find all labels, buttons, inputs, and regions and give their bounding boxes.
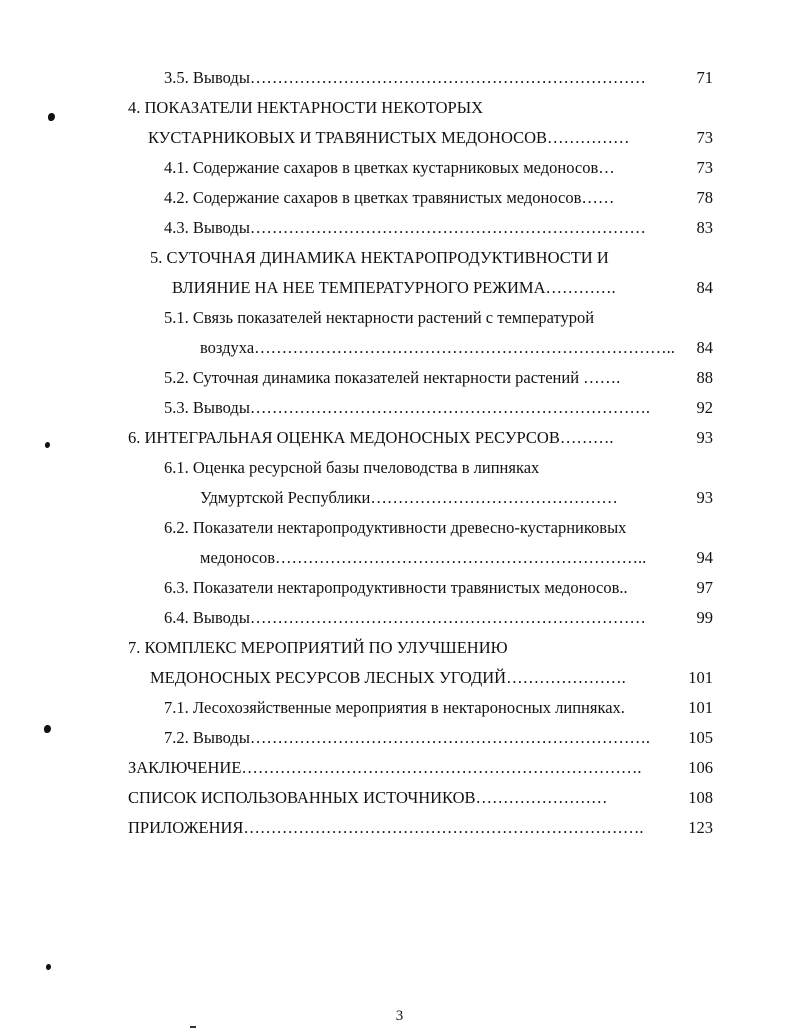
toc-entry-7-2[interactable] [164,727,650,749]
scan-speck-icon [45,442,50,448]
toc-entry-text: 5.3. Выводы………………………………………………………………. [164,398,651,417]
toc-entry-text: 7.1. Лесохозяйственные мероприятия в нектароносных липняках. [164,698,625,717]
toc-entry-5-1-cont[interactable] [200,337,675,359]
toc-entry-7[interactable] [128,637,508,659]
toc-entry-references[interactable] [128,787,608,809]
toc-page-number: 101 [688,668,713,687]
toc-entry-text: МЕДОНОСНЫХ РЕСУРСОВ ЛЕСНЫХ УГОДИЙ…………………. [150,668,626,687]
scan-speck-icon [44,725,51,733]
toc-entry-text: 7.2. Выводы………………………………………………………………. [164,728,651,747]
toc-entry-text: 6.1. Оценка ресурсной базы пчеловодства в липняках [164,458,540,477]
toc-entry-text: 5.1. Связь показателей нектарности растений с температурой [164,308,595,327]
toc-entry-4[interactable] [128,97,483,119]
toc-entry-6-1-cont[interactable] [200,487,618,509]
toc-page-number: 123 [688,818,713,837]
toc-entry-6[interactable] [128,427,613,449]
toc-page-number: 106 [688,758,713,777]
toc-entry-text: 4.1. Содержание сахаров в цветках кустарниковых медоносов… [164,158,615,177]
toc-entry-text: ВЛИЯНИЕ НА НЕЕ ТЕМПЕРАТУРНОГО РЕЖИМА…………. [172,278,616,297]
toc-entry-7-cont[interactable] [150,667,626,689]
toc-entry-5-3[interactable] [164,397,650,419]
toc-entry-text: воздуха………………………………………………………………….. [200,338,675,357]
toc-page-number: 92 [696,398,713,417]
toc-page-number: 93 [696,428,713,447]
toc-page-number: 108 [688,788,713,807]
toc-entry-text: 3.5. Выводы……………………………………………………………… [164,68,646,87]
toc-entry-4-3[interactable] [164,217,646,239]
toc-entry-text: ПРИЛОЖЕНИЯ………………………………………………………………. [128,818,644,837]
toc-entry-text: 5.2. Суточная динамика показателей нектарности растений ……. [164,368,621,387]
toc-entry-6-2[interactable] [164,517,626,539]
toc-entry-7-1[interactable] [164,697,625,719]
toc-entry-text: 6. ИНТЕГРАЛЬНАЯ ОЦЕНКА МЕДОНОСНЫХ РЕСУРСОВ………. [128,428,614,447]
toc-entry-4-cont[interactable] [148,127,630,149]
toc-entry-5-2[interactable] [164,367,620,389]
toc-entry-6-1[interactable] [164,457,539,479]
toc-entry-text: 6.3. Показатели нектаропродуктивности травянистых медоносов.. [164,578,628,597]
toc-entry-appendices[interactable] [128,817,644,839]
toc-entry-6-2-cont[interactable] [200,547,646,569]
toc-page-number: 78 [696,188,713,207]
toc-entry-text: 5. СУТОЧНАЯ ДИНАМИКА НЕКТАРОПРОДУКТИВНОСТИ И [150,248,609,267]
toc-entry-5-cont[interactable] [172,277,616,299]
toc-page-number: 99 [696,608,713,627]
toc-page-number: 73 [696,128,713,147]
toc-page-number: 71 [696,68,713,87]
toc-entry-6-3[interactable] [164,577,628,599]
scan-speck-icon [46,964,51,970]
toc-page-number: 84 [696,278,713,297]
scan-mark-icon [190,1026,196,1028]
toc-entry-text: 7. КОМПЛЕКС МЕРОПРИЯТИЙ ПО УЛУЧШЕНИЮ [128,638,508,657]
toc-entry-5[interactable] [150,247,609,269]
toc-page-number: 73 [696,158,713,177]
toc-entry-text: ЗАКЛЮЧЕНИЕ………………………………………………………………. [128,758,642,777]
toc-entry-text: Удмуртской Республики……………………………………… [200,488,618,507]
toc-entry-text: 4.2. Содержание сахаров в цветках травянистых медоносов…… [164,188,615,207]
toc-page-number: 97 [696,578,713,597]
toc-entry-5-1[interactable] [164,307,594,329]
toc-page-number: 93 [696,488,713,507]
toc-page-number: 83 [696,218,713,237]
toc-entry-text: 6.2. Показатели нектаропродуктивности древесно-кустарниковых [164,518,627,537]
toc-entry-conclusion[interactable] [128,757,642,779]
toc-entry-4-1[interactable] [164,157,615,179]
toc-page-number: 84 [696,338,713,357]
toc-entry-3-5[interactable] [164,67,646,89]
toc-page-number: 88 [696,368,713,387]
toc-page-number: 105 [688,728,713,747]
toc-entry-6-4[interactable] [164,607,646,629]
toc-entry-text: СПИСОК ИСПОЛЬЗОВАННЫХ ИСТОЧНИКОВ…………………… [128,788,608,807]
footer-page-number: 3 [395,1008,404,1024]
toc-entry-text: 4.3. Выводы……………………………………………………………… [164,218,646,237]
toc-entry-text: медоносов………………………………………………………….. [200,548,647,567]
toc-page-number: 101 [688,698,713,717]
toc-entry-text: 4. ПОКАЗАТЕЛИ НЕКТАРНОСТИ НЕКОТОРЫХ [128,98,484,117]
toc-entry-text: КУСТАРНИКОВЫХ И ТРАВЯНИСТЫХ МЕДОНОСОВ…………… [148,128,630,147]
scan-speck-icon [48,113,55,121]
toc-entry-4-2[interactable] [164,187,614,209]
toc-entry-text: 6.4. Выводы……………………………………………………………… [164,608,646,627]
toc-page-number: 94 [696,548,713,567]
